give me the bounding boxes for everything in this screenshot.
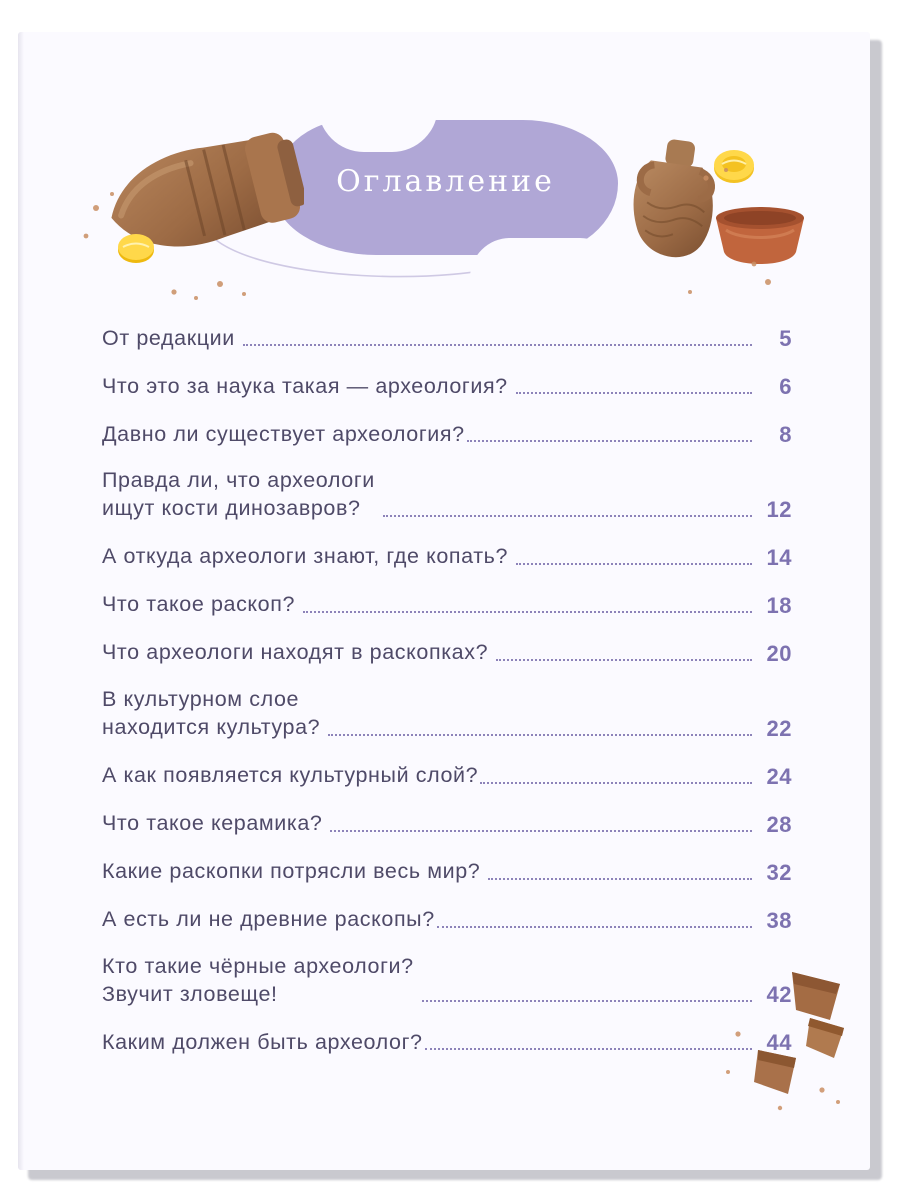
toc-entry-page: 28 (766, 811, 792, 837)
toc-entry-page: 44 (766, 1030, 792, 1056)
toc-entry-line-2: ищут кости динозавров? (102, 496, 361, 521)
toc-entry-label: Какие раскопки потрясли весь мир? (102, 859, 481, 884)
toc-entry-page: 5 (779, 326, 792, 351)
toc-entry-label: Давно ли существует археология? (102, 421, 465, 446)
toc-entry-page: 8 (779, 422, 792, 447)
list-item[interactable] (102, 589, 792, 619)
leader-dots (516, 391, 752, 394)
list-item[interactable] (102, 760, 792, 790)
leader-dots (330, 829, 752, 832)
list-item[interactable] (102, 466, 792, 523)
table-of-contents (102, 322, 792, 1074)
list-item[interactable] (102, 856, 792, 886)
toc-entry-label: А есть ли не древние раскопы? (102, 907, 435, 932)
toc-entry-line-2: Звучит зловеще! (102, 981, 278, 1006)
leader-dots (437, 925, 752, 928)
list-item[interactable] (102, 904, 792, 934)
toc-entry-line-1: Правда ли, что археологи (102, 468, 375, 492)
list-item[interactable] (102, 685, 792, 742)
toc-entry-line-1: Кто такие чёрные археологи? (102, 953, 414, 978)
toc-entry-page: 12 (766, 496, 792, 522)
toc-header (18, 92, 870, 292)
toc-entry-page: 32 (766, 859, 792, 885)
list-item[interactable] (102, 322, 792, 352)
pottery-shards-bottom-right-icon (718, 962, 848, 1112)
toc-entry-page: 24 (766, 763, 792, 789)
toc-entry-line-1: В культурном слое (102, 686, 300, 711)
leader-dots (425, 1047, 752, 1050)
page-title: Оглавление (336, 164, 555, 199)
leader-dots (328, 733, 752, 736)
toc-entry-line-2: находится культура? (102, 715, 321, 740)
leader-dots (383, 514, 752, 517)
toc-entry-label: Что такое раскоп? (102, 592, 296, 617)
leader-dots (488, 877, 752, 880)
toc-entry-label: А откуда археологи знают, где копать? (102, 544, 509, 569)
toc-entry-label: Что это за наука такая — археология? (102, 373, 508, 398)
list-item[interactable] (102, 952, 792, 1009)
leader-dots (422, 999, 752, 1002)
toc-entry-label (102, 952, 414, 1009)
leader-dots (496, 658, 752, 661)
toc-entry-page: 20 (766, 640, 792, 666)
toc-entry-page: 38 (766, 907, 792, 933)
list-item[interactable] (102, 1026, 792, 1056)
toc-entry-page: 6 (779, 374, 792, 399)
leader-dots (467, 439, 752, 442)
list-item[interactable] (102, 808, 792, 838)
toc-entry-label: Каким должен быть археолог? (102, 1029, 423, 1054)
toc-entry-label: Что такое керамика? (102, 811, 323, 836)
toc-entry-label: Что археологи находят в раскопках? (102, 640, 489, 665)
soil-crumbs-icon (78, 152, 778, 302)
toc-entry-page: 22 (766, 715, 792, 741)
toc-entry-page: 14 (766, 544, 792, 570)
toc-entry-page: 18 (766, 592, 792, 618)
list-item[interactable] (102, 541, 792, 571)
leader-dots (480, 781, 752, 784)
list-item[interactable] (102, 370, 792, 400)
leader-dots (243, 343, 752, 346)
book-page (18, 32, 870, 1170)
toc-entry-label: От редакции (102, 325, 235, 350)
list-item[interactable] (102, 637, 792, 667)
list-item[interactable] (102, 418, 792, 448)
book-page-wrapper (18, 32, 882, 1180)
leader-dots (516, 562, 752, 565)
toc-entry-page: 42 (766, 982, 792, 1008)
leader-dots (303, 610, 752, 613)
toc-entry-label (102, 685, 320, 742)
toc-entry-label: А как появляется культурный слой? (102, 763, 479, 788)
toc-entry-label (102, 466, 375, 523)
